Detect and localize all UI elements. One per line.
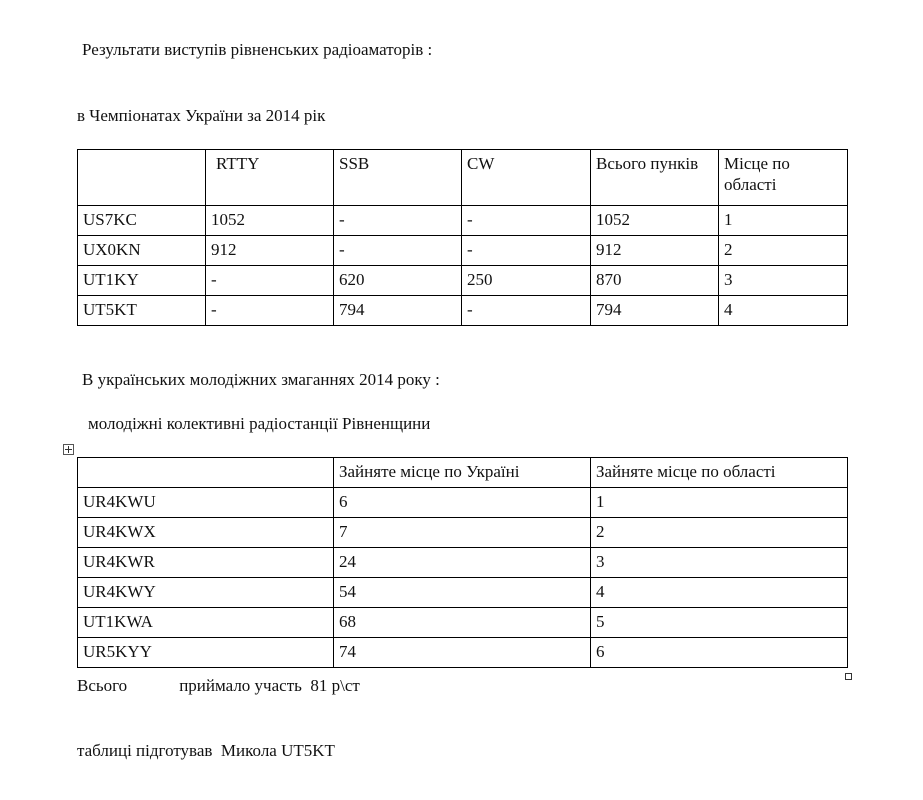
championship-table-cell: - xyxy=(334,206,462,236)
championship-table-callsign-cell: US7KC xyxy=(78,206,206,236)
youth-table-row xyxy=(78,638,848,668)
championship-table-cell: 3 xyxy=(719,266,848,296)
championship-table-cell: 4 xyxy=(719,296,848,326)
youth-table-header-cell: Зайняте місце по області xyxy=(591,458,848,488)
youth-results-table xyxy=(77,457,848,668)
youth-table-row xyxy=(78,608,848,638)
collective-stations-subtitle: молодіжні колективні радіостанції Рівненщини xyxy=(88,414,431,433)
youth-table-cell: 3 xyxy=(591,548,848,578)
championship-table-cell: - xyxy=(462,296,591,326)
championship-table-cell: 794 xyxy=(334,296,462,326)
youth-table-cell: 7 xyxy=(334,518,591,548)
championship-table-cell: 1052 xyxy=(206,206,334,236)
youth-competition-subtitle: В українських молодіжних змаганнях 2014 року : xyxy=(82,370,440,389)
youth-table-cell: 24 xyxy=(334,548,591,578)
championship-table-cell: 794 xyxy=(591,296,719,326)
championship-table-cell: - xyxy=(206,296,334,326)
total-participants-line xyxy=(77,676,360,696)
youth-table-cell: 68 xyxy=(334,608,591,638)
championship-table-cell: 250 xyxy=(462,266,591,296)
championship-table-row xyxy=(78,296,848,326)
youth-table-cell: 1 xyxy=(591,488,848,518)
youth-table-cell: 4 xyxy=(591,578,848,608)
championship-table-row xyxy=(78,236,848,266)
championship-table-cell: 1052 xyxy=(591,206,719,236)
youth-table-cell: 5 xyxy=(591,608,848,638)
youth-table-cell: 74 xyxy=(334,638,591,668)
youth-table-cell: 2 xyxy=(591,518,848,548)
championship-table-cell: 912 xyxy=(206,236,334,266)
youth-table-row xyxy=(78,548,848,578)
championship-table-cell: - xyxy=(462,236,591,266)
championship-table-header-cell: Місце по області xyxy=(719,150,848,206)
championship-table-cell: - xyxy=(462,206,591,236)
championship-table-row xyxy=(78,206,848,236)
championship-table-cell: 1 xyxy=(719,206,848,236)
championship-table-cell: 912 xyxy=(591,236,719,266)
document-title: Результати виступів рівненських радіоаматорів : xyxy=(82,40,433,59)
championship-table-header-cell xyxy=(78,150,206,206)
youth-table-callsign-cell: UR4KWX xyxy=(78,518,334,548)
youth-table-row xyxy=(78,578,848,608)
championship-table-callsign-cell: UT1KY xyxy=(78,266,206,296)
youth-table-header-cell xyxy=(78,458,334,488)
youth-table-callsign-cell: UT1KWA xyxy=(78,608,334,638)
youth-table-row xyxy=(78,488,848,518)
championship-table-cell: 870 xyxy=(591,266,719,296)
championship-table-header-cell: SSB xyxy=(334,150,462,206)
youth-table-callsign-cell: UR4KWU xyxy=(78,488,334,518)
championship-table-header-cell: CW xyxy=(462,150,591,206)
youth-table-cell: 6 xyxy=(334,488,591,518)
youth-table-cell: 6 xyxy=(591,638,848,668)
prepared-by-signature: таблиці підготував Микола UT5KT xyxy=(77,741,335,760)
table-move-handle-icon[interactable] xyxy=(63,444,74,455)
championship-table-header-cell: Всього пунків xyxy=(591,150,719,206)
youth-table-callsign-cell: UR4KWY xyxy=(78,578,334,608)
championship-subtitle: в Чемпіонатах України за 2014 рік xyxy=(77,106,326,125)
championship-table-callsign-cell: UX0KN xyxy=(78,236,206,266)
youth-table-header-row xyxy=(78,458,848,488)
youth-table-callsign-cell: UR4KWR xyxy=(78,548,334,578)
championship-table-cell: 2 xyxy=(719,236,848,266)
championship-table-cell: - xyxy=(206,266,334,296)
championship-table-header-cell: RTTY xyxy=(206,150,334,206)
youth-table-cell: 54 xyxy=(334,578,591,608)
youth-table-row xyxy=(78,518,848,548)
total-label: Всього xyxy=(77,676,128,695)
championship-results-table xyxy=(77,149,848,326)
championship-table-header-row xyxy=(78,150,848,206)
championship-table-cell: 620 xyxy=(334,266,462,296)
total-text: приймало участь 81 р\ст xyxy=(179,676,360,695)
championship-table-row xyxy=(78,266,848,296)
youth-table-header-cell: Зайняте місце по Україні xyxy=(334,458,591,488)
championship-table-callsign-cell: UT5KT xyxy=(78,296,206,326)
table-resize-handle-icon[interactable] xyxy=(845,673,852,680)
championship-table-cell: - xyxy=(334,236,462,266)
youth-table-callsign-cell: UR5KYY xyxy=(78,638,334,668)
